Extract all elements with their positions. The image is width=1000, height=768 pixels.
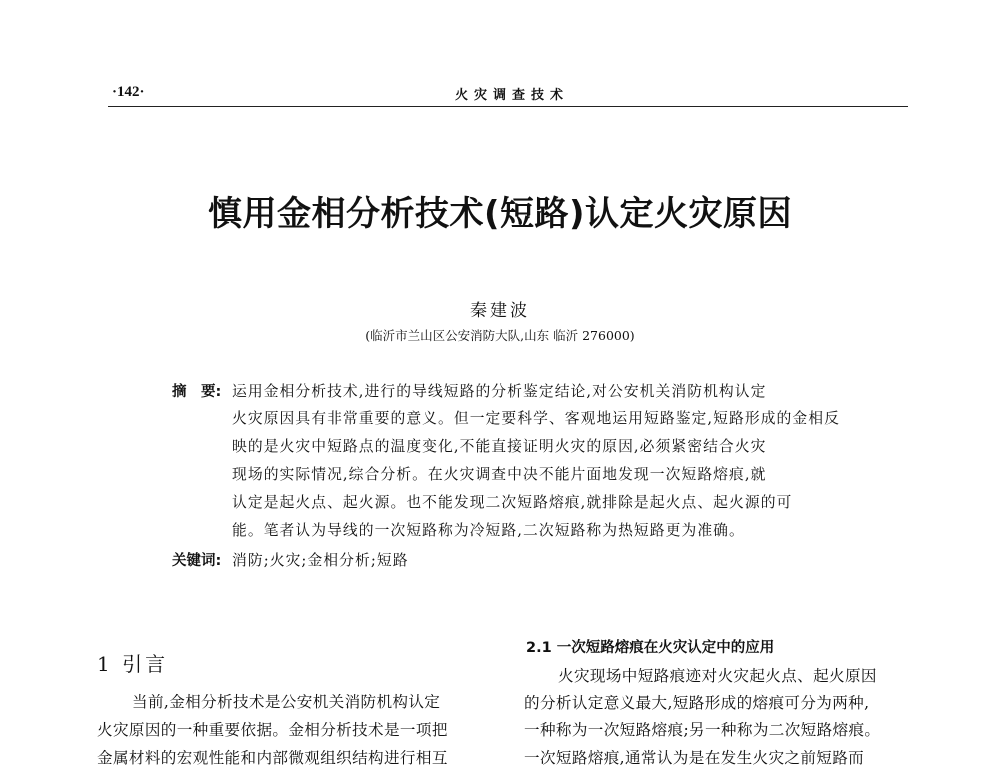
body-line: 火灾现场中短路痕迹对火灾起火点、起火原因 — [558, 667, 877, 685]
body-line: 一种称为一次短路熔痕;另一种称为二次短路熔痕。 — [524, 721, 881, 739]
body-line: 火灾原因的一种重要依据。金相分析技术是一项把 — [97, 721, 448, 739]
header-rule — [108, 106, 908, 107]
affiliation: (临沂市兰山区公安消防大队,山东 临沂 276000) — [365, 328, 635, 343]
page-number: ·142· — [112, 84, 145, 100]
author: 秦建波 — [470, 301, 530, 321]
running-head: 火灾调查技术 — [455, 88, 570, 103]
abstract-line: 现场的实际情况,综合分析。在火灾调查中决不能片面地发现一次短路熔痕,就 — [232, 466, 767, 483]
article-title: 慎用金相分析技术(短路)认定火灾原因 — [207, 194, 793, 234]
abstract-line: 映的是火灾中短路点的温度变化,不能直接证明火灾的原因,必须紧密结合火灾 — [232, 438, 767, 455]
body-line: 当前,金相分析技术是公安机关消防机构认定 — [132, 693, 441, 711]
section-heading: 1 引言 — [97, 652, 169, 676]
abstract-label: 摘 要: — [172, 384, 222, 400]
abstract-line: 运用金相分析技术,进行的导线短路的分析鉴定结论,对公安机关消防机构认定 — [232, 383, 767, 400]
subsection-heading: 2.1 一次短路熔痕在火灾认定中的应用 — [526, 640, 775, 656]
body-line: 的分析认定意义最大,短路形成的熔痕可分为两种, — [524, 694, 870, 712]
abstract-line: 火灾原因具有非常重要的意义。但一定要科学、客观地运用短路鉴定,短路形成的金相反 — [232, 410, 840, 427]
abstract-line: 认定是起火点、起火源。也不能发现二次短路熔痕,就排除是起火点、起火源的可 — [232, 494, 793, 511]
body-line: 金属材料的宏观性能和内部微观组织结构进行相互 — [97, 749, 448, 767]
abstract-line: 能。笔者认为导线的一次短路称为冷短路,二次短路称为热短路更为准确。 — [232, 522, 745, 539]
keywords-label: 关键词: — [172, 553, 222, 569]
keywords-text: 消防;火灾;金相分析;短路 — [232, 552, 409, 569]
body-line: 一次短路熔痕,通常认为是在发生火灾之前短路而 — [524, 749, 865, 767]
